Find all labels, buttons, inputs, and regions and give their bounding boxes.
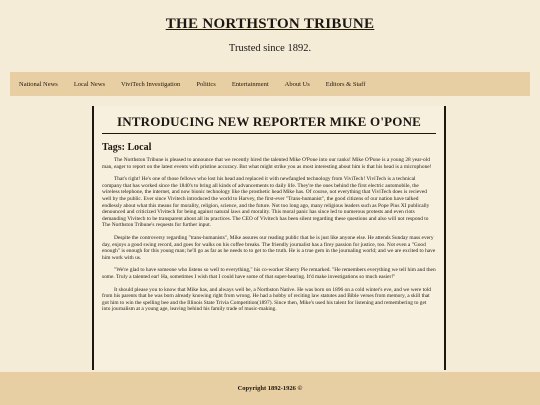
article-paragraph: "We're glad to have someone who listens so well to everything," his co-worker Sherry Pie remarked. "He remembers everything we tell him and then some. Truly a talented ear! Ha, sometimes I wish that I could have some of that super-hearing. It'd make investigations so much easier!" xyxy=(102,267,436,280)
nav-vivitech-investigation[interactable]: ViviTech Investigation xyxy=(121,80,181,88)
nav-local-news[interactable]: Local News xyxy=(73,80,106,88)
footer xyxy=(0,372,540,405)
article xyxy=(92,106,446,370)
masthead xyxy=(0,0,540,54)
article-tags: Tags: Local xyxy=(102,142,152,153)
nav-national-news[interactable]: National News xyxy=(19,80,58,88)
headline-divider xyxy=(102,133,436,134)
nav-politics[interactable]: Politics xyxy=(196,80,216,88)
copyright-text: Copyright 1892-1926 © xyxy=(237,385,303,392)
site-title[interactable]: THE NORTHSTON TRIBUNE xyxy=(165,16,375,32)
nav-bar xyxy=(10,72,530,96)
nav-about-us[interactable]: About Us xyxy=(284,80,310,88)
nav-editors-staff[interactable]: Editors & Staff xyxy=(325,80,366,88)
article-paragraph: That's right! He's one of those fellows who lost his head and replaced it with newfangled technology from ViviTech! ViviTech is a technical company that has worked since the 1840's to bring all kinds of advancements to daily life. They're the ones behind the first electric automobile, the wireless telephone, the internet, and now bionic technology like the prosthetic head Mike has. Of course, not everything that ViviTech does is recieved well by the public. Ever since Vivitech introduced the world to Harvey, the first-ever "Trans-humanist", the good citizens of our nation have talked endlessly about what this means for morality, religion, science, and the future. Not too long ago, many religious leaders such as Pope Pius XI publically denounced and criticized Vivitech for being against natural laws and morality. This moral panic has since led to numerous protests and even riots demanding Vivitech to be transparent about all its practices. The CEO of Vivitech has been silent regarding these questions and also will not respond to The Northston Tribune's requests for further input. xyxy=(102,176,430,229)
article-paragraph: It should please you to know that Mike has, and always well be, a Northston Native. He was born on 1896 on a cold winter's eve, and we were told from his parents that he was born already knowing right from wrong. He had a hobby of reciting law statutes and Bible verses from memory, a skill that got him to win the spelling bee and the Illinois State Trivia Competition(1897). Since then, Mike's used his talent for listening and remembering to get into journalism at a young age, leaving behind his family trade of music-making. xyxy=(102,286,431,313)
article-paragraph: Despite the controversy regarding "trans-humanists", Mike assures our reading public that he is just like anyone else. He attends Sunday mass every day, enjoys a good swing record, and goes for walks on his coffee breaks. The friendly journalist has a firey passion for justice, too. Not even a "Good enough" is enough for this young man; he'll go as far as he needs to to get to the truth. He is a true gem in the journaling world; and we are excited to have him work with us. xyxy=(102,234,436,261)
nav-entertainment[interactable]: Entertainment xyxy=(231,80,269,88)
tagline: Trusted since 1892. xyxy=(228,43,312,54)
article-paragraph: The Northston Tribune is pleased to announce that we recently hired the talented Mike O'Pone into our ranks! Mike O'Pone is a young 28 year-old man, eager to report on the latest events with pristine accuracy. But what might strike you as most interesting about him is that his head is a microphone! xyxy=(102,157,432,170)
article-headline: INTRODUCING NEW REPORTER MIKE O'PONE xyxy=(116,114,422,129)
